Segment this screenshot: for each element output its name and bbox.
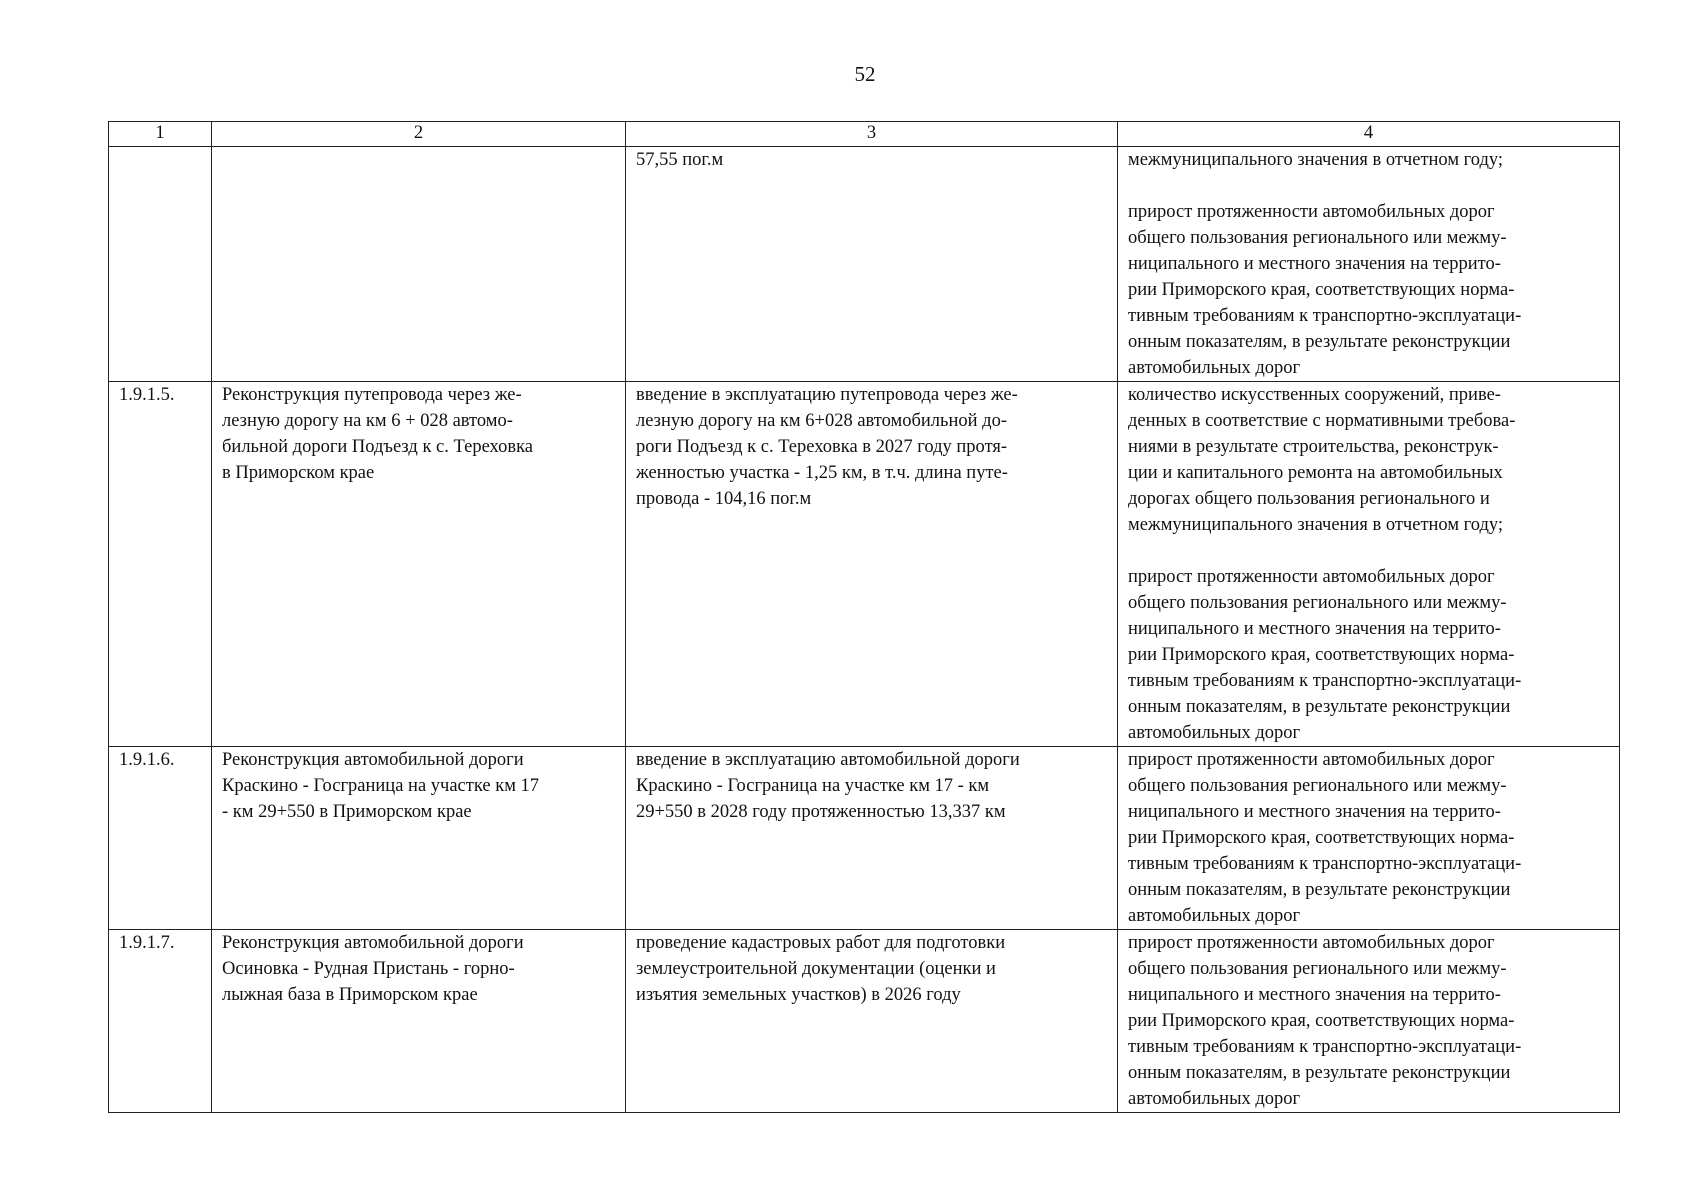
table-row xyxy=(109,930,1620,1113)
indicator-cell: прирост протяженности автомобильных дорог общего пользования регионального или межму- ниципального и местного значения на террито- рии Приморского края, соответствующих норма- тивным требованиям к транспортно-эксплуатаци- онным показателям, в результате реконструкции автомобильных дорог xyxy=(1118,930,1620,1113)
table-header-row xyxy=(109,122,1620,147)
table-row xyxy=(109,147,1620,382)
row-number-cell: 1.9.1.7. xyxy=(109,930,212,1113)
column-header-3: 3 xyxy=(626,122,1118,147)
row-number-cell xyxy=(109,147,212,382)
page-number: 52 xyxy=(854,62,876,86)
indicator-cell: прирост протяженности автомобильных дорог общего пользования регионального или межму- ниципального и местного значения на террито- рии Приморского края, соответствующих норма- тивным требованиям к транспортно-эксплуатаци- онным показателям, в результате реконструкции автомобильных дорог xyxy=(1118,747,1620,930)
indicator-cell: межмуниципального значения в отчетном году; прирост протяженности автомобильных дорог общего пользования регионального или межму- ниципального и местного значения на террито- рии Приморского края, соответствующих норма- тивным требованиям к транспортно-эксплуатаци- онным показателям, в результате реконструкции автомобильных дорог xyxy=(1118,147,1620,382)
indicator-cell: количество искусственных сооружений, приве- денных в соответствие с нормативными требова- ниями в результате строительства, реконструк- ции и капитального ремонта на автомобильных дорогах общего пользования регионального и межмуниципального значения в отчетном году; прирост протяженности автомобильных дорог общего пользования регионального или межму- ниципального и местного значения на террито- рии Приморского края, соответствующих норма- тивным требованиям к транспортно-эксплуатаци- онным показателям, в результате реконструкции автомобильных дорог xyxy=(1118,382,1620,747)
row-number-cell: 1.9.1.5. xyxy=(109,382,212,747)
column-header-2: 2 xyxy=(212,122,626,147)
column-header-4: 4 xyxy=(1118,122,1620,147)
measure-result-cell: 57,55 пог.м xyxy=(626,147,1118,382)
measures-table xyxy=(108,121,1620,1113)
measure-result-cell: проведение кадастровых работ для подготовки землеустроительной документации (оценки и изъятия земельных участков) в 2026 году xyxy=(626,930,1118,1113)
measure-name-cell xyxy=(212,147,626,382)
row-number-cell: 1.9.1.6. xyxy=(109,747,212,930)
column-header-1: 1 xyxy=(109,122,212,147)
measure-result-cell: введение в эксплуатацию автомобильной дороги Краскино - Госграница на участке км 17 - км 29+550 в 2028 году протяженностью 13,337 км xyxy=(626,747,1118,930)
table-row xyxy=(109,382,1620,747)
measure-name-cell: Реконструкция автомобильной дороги Осиновка - Рудная Пристань - горно- лыжная база в Приморском крае xyxy=(212,930,626,1113)
measure-name-cell: Реконструкция автомобильной дороги Краскино - Госграница на участке км 17 - км 29+550 в Приморском крае xyxy=(212,747,626,930)
measure-name-cell: Реконструкция путепровода через же- лезную дорогу на км 6 + 028 автомо- бильной дороги Подъезд к с. Тереховка в Приморском крае xyxy=(212,382,626,747)
measure-result-cell: введение в эксплуатацию путепровода через же- лезную дорогу на км 6+028 автомобильной до- роги Подъезд к с. Тереховка в 2027 году протя- женностью участка - 1,25 км, в т.ч. длина путе- провода - 104,16 пог.м xyxy=(626,382,1118,747)
table-row xyxy=(109,747,1620,930)
